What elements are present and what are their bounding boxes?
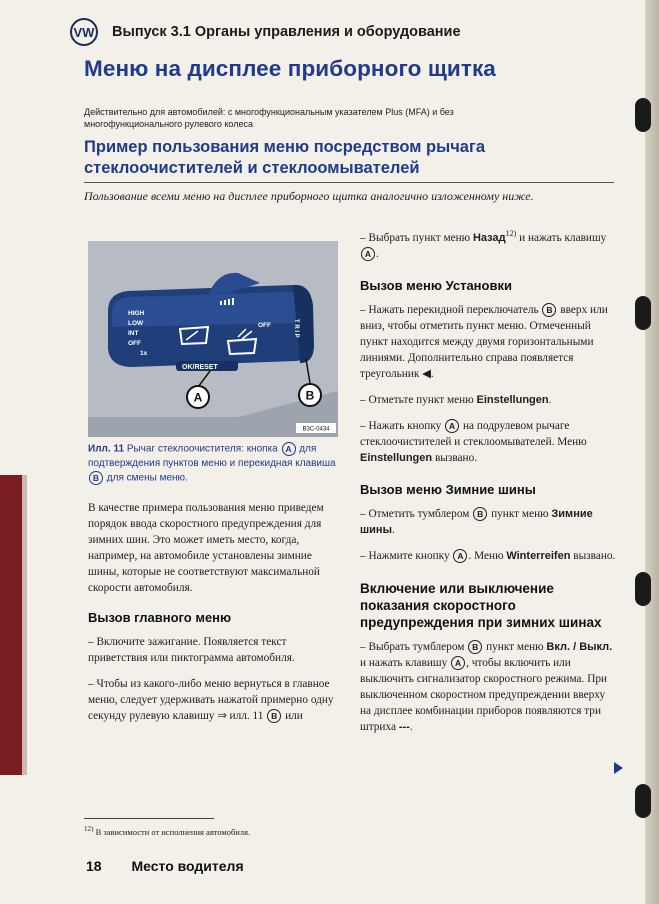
footnote-mark: 12)	[84, 825, 94, 833]
binding-spine	[0, 475, 22, 775]
wiper-stalk-illustration	[88, 241, 338, 437]
step-back-text-2: и нажать клавишу	[519, 231, 607, 244]
intro-text: Пользование всеми меню на дисплее приборного щитка аналогично изложенному ниже.	[84, 189, 534, 203]
caption-text: Рычаг стеклоочистителя: кнопка	[126, 443, 278, 455]
footnote-divider	[84, 818, 214, 819]
punch-hole	[635, 296, 651, 330]
caption-b-icon: B	[89, 471, 103, 485]
button-b-icon: B	[468, 640, 482, 654]
label-off-right: OFF	[258, 322, 271, 329]
label-low: LOW	[128, 320, 144, 327]
caption-a-icon: A	[282, 442, 296, 456]
wiper-stalk-drawing	[88, 241, 338, 437]
step-rocker-text-2: вверх или вниз, чтобы отметить пункт меню. Отмеченный пункт находится между двумя горизонтальными линиями. Дополнительно справа появляется треугольник ◀.	[360, 303, 608, 380]
button-b-icon: B	[473, 507, 487, 521]
menu-item-winter-tyres: Зимние шины	[360, 507, 593, 536]
button-a-icon: A	[453, 549, 467, 563]
heading-winter-tyres-menu: Вызов меню Зимние шины	[360, 481, 536, 497]
step-return-end: или	[285, 710, 303, 722]
left-column	[88, 500, 340, 734]
label-high: HIGH	[128, 310, 145, 317]
three-dashes: ---	[398, 720, 410, 733]
footnote	[84, 825, 384, 837]
button-a-icon: A	[451, 656, 465, 670]
caption-text-mid: для подтверждения пунктов меню и перекидная клавиша	[88, 443, 336, 469]
caption-text-end: для смены меню.	[106, 472, 188, 484]
step-toggle-text: – Выбрать тумблером	[360, 640, 465, 653]
step-mark-winter-text: – Отметить тумблером	[360, 507, 470, 520]
step-press-winter: – Нажмите кнопку A . Меню Winterreifen вызвано.	[360, 549, 616, 562]
divider	[84, 182, 614, 183]
step-toggle-text-4: чтобы включить или выключить сигнализатор скоростного режима. При выключенном скоростном предупреждении вверху на дисплее комбинации приборов появляются три штриха	[360, 656, 608, 733]
page-footer	[86, 858, 244, 874]
continue-arrow-icon	[614, 762, 623, 774]
page-number: 18	[86, 858, 102, 874]
step-press-winter-text-2: Меню	[474, 549, 504, 562]
menu-item-settings: Einstellungen	[476, 393, 549, 406]
menu-item-settings: Einstellungen	[360, 451, 433, 464]
menu-item-back: Назад	[472, 231, 506, 244]
step-toggle-warning: – Выбрать тумблером B пункт меню Вкл. / Выкл. и нажать клавишу A , чтобы включить или выключить сигнализатор скоростного режима. При выключенном скоростном предупреждении вверху на дисплее комбинации приборов появляются три штриха ---.	[360, 640, 613, 733]
punch-hole	[635, 572, 651, 606]
example-paragraph: В качестве примера пользования меню приведем порядок ввода скоростного предупреждения для зимних шин. Это может иметь место, когда, например, на автомобиле установлены зимние шины, которые не соответствуют максимальной скорости автомобиля.	[88, 502, 324, 594]
step-mark-settings: – Отметьте пункт меню Einstellungen.	[360, 393, 552, 406]
step-return-text: – Чтобы из какого-либо меню вернуться в главное меню, следует удерживать нажатой примерно одну секунду рулевую клавишу ⇒ илл. 11	[88, 678, 334, 722]
step-rocker	[360, 302, 618, 382]
menu-item-winterreifen: Winterreifen	[506, 549, 571, 562]
section-title: Пример пользования меню посредством рычага стеклоочистителей и стеклоомывателей	[84, 138, 486, 177]
label-off-left: OFF	[128, 340, 141, 347]
step-mark-winter-text-2: пункт меню	[491, 507, 549, 520]
step-press-text-3: вызвано.	[434, 451, 478, 464]
step-press-a	[360, 418, 618, 466]
step-press-winter-text: – Нажмите кнопку	[360, 549, 450, 562]
step-mark-text: – Отметьте пункт меню	[360, 393, 474, 406]
step-back-text: – Выбрать пункт меню	[360, 231, 471, 244]
footnote-ref: 12)	[505, 229, 517, 238]
chapter-title: Выпуск 3.1 Органы управления и оборудование	[112, 24, 461, 40]
applicability-note: Действительно для автомобилей: с многофункциональным указателем Plus (MFA) и без многофункционального рулевого колеса	[84, 107, 454, 129]
button-b-icon: B	[267, 709, 281, 723]
page-header	[70, 15, 461, 49]
vw-logo-icon: VW	[70, 18, 98, 46]
punch-hole	[635, 784, 651, 818]
label-ok-reset: OK/RESET	[182, 364, 218, 371]
label-int: INT	[128, 330, 139, 337]
callout-a-label: A	[193, 390, 203, 405]
punch-hole	[635, 98, 651, 132]
step-press-text-2: на подрулевом рычаге стеклоочистителей и стеклоомывателей. Меню	[360, 419, 587, 448]
button-b-icon: B	[542, 303, 556, 317]
step-ignition: – Включите зажигание. Появляется текст приветствия или пиктограмма автомобиля.	[88, 636, 295, 664]
step-back: – Выбрать пункт меню Назад$^{12)}$ и нажать клавишу A .	[360, 229, 607, 260]
step-press-winter-text-3: вызвано.	[573, 549, 616, 562]
menu-item-on-off: Вкл. / Выкл.	[546, 640, 613, 653]
label-one-x: 1x	[140, 350, 148, 357]
page-title: Меню на дисплее приборного щитка	[84, 56, 496, 81]
binding-spine-edge	[22, 475, 27, 775]
callout-a-marker	[187, 386, 209, 408]
step-return-main	[88, 676, 340, 724]
heading-settings-menu: Вызов меню Установки	[360, 277, 512, 293]
right-column	[360, 226, 618, 745]
figure-caption	[88, 442, 340, 485]
heading-main-menu: Вызов главного меню	[88, 610, 232, 625]
caption-number: Илл. 11	[88, 443, 125, 455]
step-mark-winter: – Отметить тумблером B пункт меню Зимние шины.	[360, 507, 593, 536]
button-a-icon: A	[361, 247, 375, 261]
step-toggle-text-3: и нажать клавишу	[360, 656, 448, 669]
page-edge	[645, 0, 659, 904]
step-toggle-text-2: пункт меню	[486, 640, 544, 653]
button-a-icon: A	[445, 419, 459, 433]
illustration-code: B3C-0434	[302, 426, 330, 433]
callout-b-marker	[299, 384, 321, 406]
footnote-text: В зависимости от исполнения автомобиля.	[95, 826, 251, 837]
label-trip: T R I P	[293, 319, 299, 338]
callout-b-label: B	[305, 388, 315, 403]
step-rocker-text: – Нажать перекидной переключатель	[360, 303, 539, 316]
step-press-text: – Нажать кнопку	[360, 419, 442, 432]
heading-speed-warning: Включение или выключение показания скоростного предупреждения при зимних шинах	[360, 580, 602, 630]
footer-section: Место водителя	[131, 858, 244, 874]
